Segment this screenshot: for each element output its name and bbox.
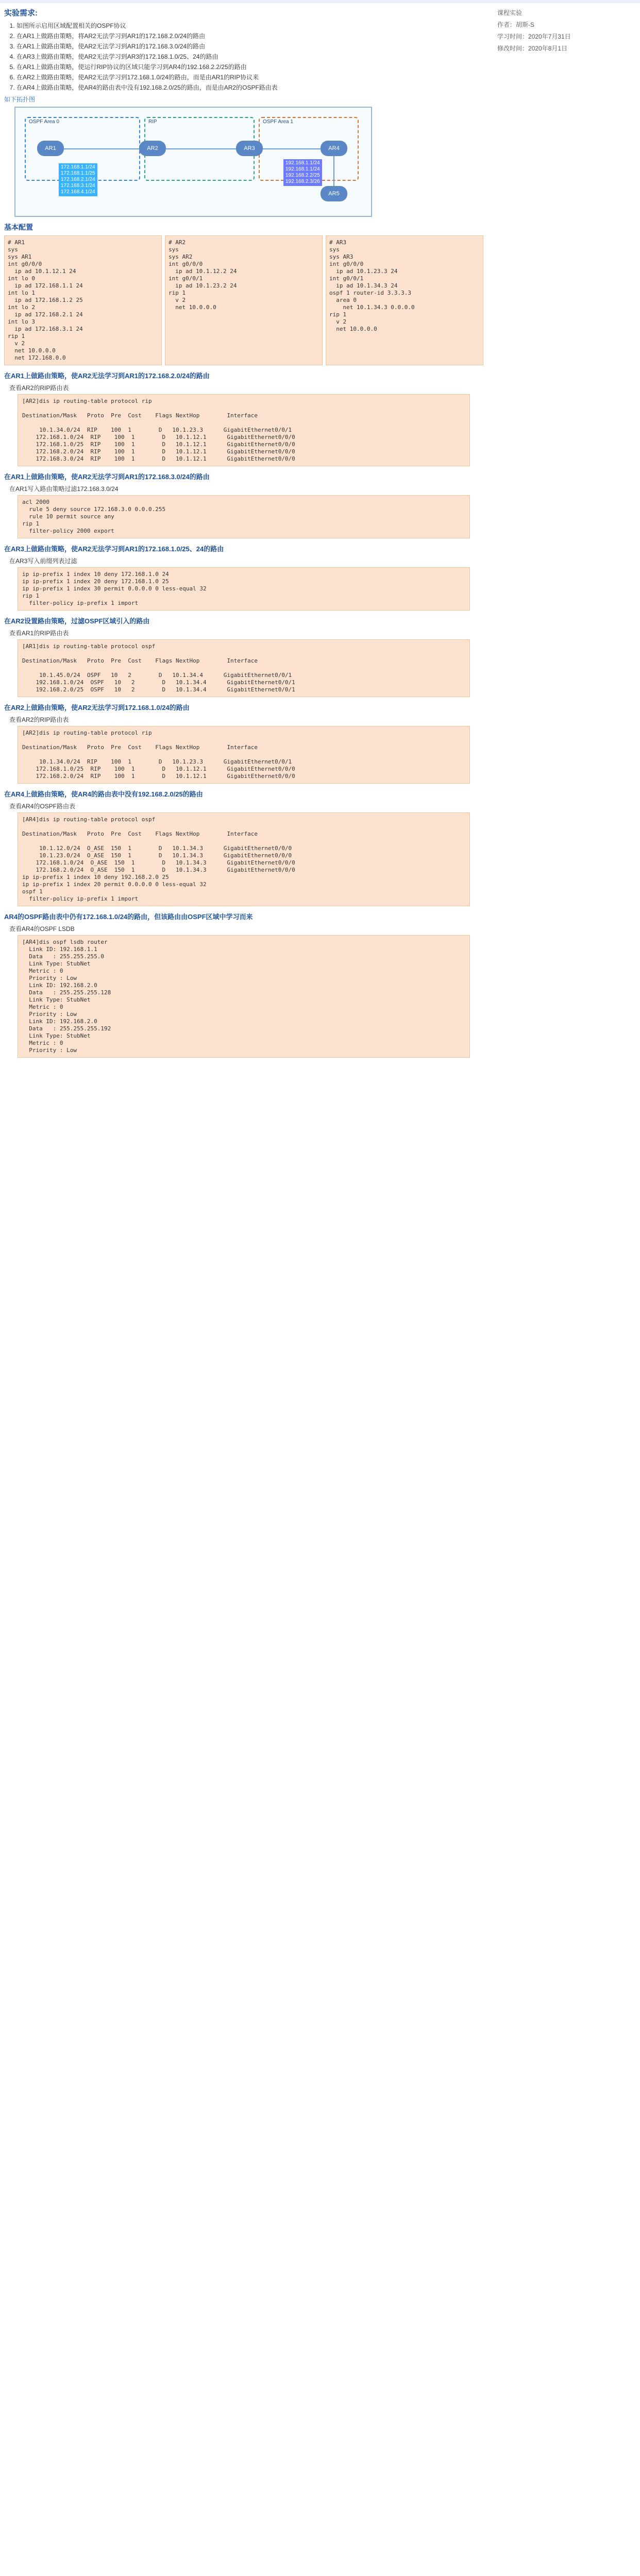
section-5-code: [AR2]dis ip routing-table protocol rip Destination/Mask Proto Pre Cost Flags NextHop Interface 10.1.34.0/24 RIP 100 1 D 10.1.23.3 GigabitEthernet0/0/1 172.168.1.0/25 RIP 100 1 D 10.1.12.1 GigabitEthernet0/0/0 172.168.2.0/24 RIP 100 1 D 10.1.12.1 GigabitEthernet0/0/0: [18, 726, 470, 784]
net-left: [59, 163, 97, 196]
requirement-item: 6. 在AR2上做路由策略，使AR2无法学习到172.168.1.0/24的路由，而是由AR1的RIP协议来: [16, 73, 483, 81]
section-3-note: 在AR3写入前缀列表过滤: [9, 557, 77, 565]
router-ar3: AR3: [236, 141, 263, 156]
section-6: [4, 789, 483, 906]
net-left-2: 172.168.1.1/25: [61, 171, 95, 176]
section-6-code: [AR4]dis ip routing-table protocol ospf Destination/Mask Proto Pre Cost Flags NextHop Interface 10.1.12.0/24 O_ASE 150 1 D 10.1.34.3 GigabitEthernet0/0/0 10.1.23.0/24 O_ASE 150 1 D 10.1.34.3 GigabitEthernet0/0/0 172.168.1.0/24 O_ASE 150 1 D 10.1.34.3 GigabitEthernet0/0/0 172.168.2.0/24 O_ASE 150 1 D 10.1.34.3 GigabitEthernet0/0/0 ip ip-prefix 1 index 10 deny 192.168.2.0 25 ip ip-prefix 1 index 20 permit 0.0.0.0 0 less-equal 32 ospf 1 filter-policy ip-prefix 1 import: [18, 812, 470, 906]
main-column: [4, 5, 483, 1062]
net-left-3: 172.168.2.1/24: [61, 177, 95, 182]
section-1-note: 查看AR2的RIP路由表: [9, 384, 69, 392]
router-ar4: AR4: [321, 141, 347, 156]
meta-author: [497, 20, 631, 29]
link-ar3-ar4: [263, 148, 321, 149]
section-5: [4, 702, 483, 784]
router-ar1: AR1: [37, 141, 64, 156]
time-value: 2020年7月31日: [528, 33, 571, 40]
section-1-title: 在AR1上做路由策略，使AR2无法学习到AR1的172.168.2.0/24的路由: [4, 372, 210, 380]
section-2-title: 在AR1上做路由策略，使AR2无法学习到AR1的172.168.3.0/24的路由: [4, 473, 210, 481]
author-label: 作者：: [497, 21, 516, 28]
config-ar1-title: # AR1: [8, 239, 25, 246]
net-left-1: 172.168.1.1/24: [61, 164, 95, 170]
config-ar3-title: # AR3: [329, 239, 347, 246]
author-value: 胡斯-S: [516, 21, 535, 28]
config-grid: [4, 235, 483, 365]
requirements-title: 实验需求:: [4, 9, 38, 18]
area-label-0: OSPF Area 0: [29, 119, 59, 125]
area-label-1: OSPF Area 1: [263, 119, 293, 125]
net-left-4: 172.168.3.1/24: [61, 183, 95, 189]
requirement-item: 1. 如图所示启用区域配置相关的OSPF协议: [16, 21, 483, 30]
section-3-code: ip ip-prefix 1 index 10 deny 172.168.1.0 24 ip ip-prefix 1 index 20 deny 172.168.1.0 25 ip ip-prefix 1 index 30 permit 0.0.0.0 0 less-equal 32 rip 1 filter-policy ip-prefix 1 import: [18, 567, 470, 611]
section-6-title: 在AR4上做路由策略，使AR4的路由表中没有192.168.2.0/25的路由: [4, 790, 203, 798]
time-label: 学习时间：: [497, 33, 529, 40]
config-ar2-title: # AR2: [169, 239, 186, 246]
section-7-note: 查看AR4的OSPF LSDB: [9, 925, 75, 933]
net-right: [283, 159, 322, 186]
edit-label: 修改时间：: [497, 45, 529, 52]
net-right-2: 192.168.1.1/24: [285, 166, 320, 172]
section-4-title: 在AR2设置路由策略，过滤OSPF区域引入的路由: [4, 617, 150, 625]
link-ar4-ar5: [333, 156, 334, 186]
net-left-5: 172.168.4.1/24: [61, 189, 95, 195]
link-ar2-ar3: [166, 148, 236, 149]
top-bar: [0, 0, 640, 3]
section-7-title: AR4的OSPF路由表中仍有172.168.1.0/24的路由，但该路由由OSPF区域中学习而来: [4, 913, 253, 921]
meta-edit: [497, 44, 631, 53]
router-ar2: AR2: [139, 141, 166, 156]
meta-title: 课程实验: [497, 9, 523, 16]
topology-diagram: [14, 107, 372, 217]
requirement-item: 2. 在AR1上做路由策略，将AR2无法学习到AR1的172.168.2.0/24的路由: [16, 31, 483, 40]
section-2-code: acl 2000 rule 5 deny source 172.168.3.0 0.0.0.255 rule 10 permit source any rip 1 filter-policy 2000 export: [18, 495, 470, 538]
config-ar3-body: sys sys AR3 int g0/0/0 ip ad 10.1.23.3 24 int g0/0/1 ip ad 10.1.34.3 24 ospf 1 router-id 3.3.3.3 area 0 net 10.1.34.3 0.0.0.0 rip 1 v 2 net 10.0.0.0: [329, 246, 415, 332]
meta-time: [497, 32, 631, 41]
config-ar1: [4, 235, 162, 365]
topology-link[interactable]: 如下拓扑图: [4, 96, 36, 103]
link-ar1-ar2: [64, 148, 139, 149]
requirement-item: 3. 在AR1上做路由策略，使AR2无法学习到AR1的172.168.3.0/24的路由: [16, 42, 483, 50]
requirements-list: [4, 21, 483, 92]
edit-value: 2020年8月1日: [528, 45, 568, 52]
section-3-title: 在AR3上做路由策略，使AR2无法学习到AR1的172.168.1.0/25、24的路由: [4, 545, 224, 553]
config-ar3: [326, 235, 483, 365]
section-5-title: 在AR2上做路由策略，使AR2无法学习到172.168.1.0/24的路由: [4, 704, 190, 711]
area-label-rip: RIP: [148, 119, 157, 125]
requirement-item: 4. 在AR3上做路由策略，使AR2无法学习到AR3的172.168.1.0/25、24的路由: [16, 52, 483, 61]
basic-config-title: 基本配置: [4, 223, 33, 231]
section-1-code: [AR2]dis ip routing-table protocol rip Destination/Mask Proto Pre Cost Flags NextHop Interface 10.1.34.0/24 RIP 100 1 D 10.1.23.3 GigabitEthernet0/0/1 172.168.1.0/24 RIP 100 1 D 10.1.12.1 GigabitEthernet0/0/0 172.168.1.0/25 RIP 100 1 D 10.1.12.1 GigabitEthernet0/0/0 172.168.2.0/24 RIP 100 1 D 10.1.12.1 GigabitEthernet0/0/0 172.168.3.0/24 RIP 100 1 D 10.1.12.1 GigabitEthernet0/0/0: [18, 394, 470, 466]
section-2: [4, 471, 483, 538]
section-5-note: 查看AR2的RIP路由表: [9, 716, 69, 723]
meta-sidebar: [497, 5, 631, 56]
config-ar1-body: sys sys AR1 int g0/0/0 ip ad 10.1.12.1 24 int lo 0 ip ad 172.168.1.1 24 int lo 1 ip ad 172.168.1.2 25 int lo 2 ip ad 172.168.2.1 24 int lo 3 ip ad 172.168.3.1 24 rip 1 v 2 net 10.0.0.0 net 172.168.0.0: [8, 246, 83, 361]
section-4: [4, 616, 483, 697]
section-7-code: [AR4]dis ospf lsdb router Link ID: 192.168.1.1 Data : 255.255.255.0 Link Type: StubNet Metric : 0 Priority : Low Link ID: 192.168.2.0 Data : 255.255.255.128 Link Type: StubNet Metric : 0 Priority : Low Link ID: 192.168.2.0 Data : 255.255.255.192 Link Type: StubNet Metric : 0 Priority : Low: [18, 935, 470, 1058]
section-7: [4, 911, 483, 1058]
net-right-1: 192.168.1.1/24: [285, 160, 320, 166]
section-4-note: 查看AR1的RIP路由表: [9, 630, 69, 637]
config-ar2: [165, 235, 323, 365]
net-right-4: 192.168.2.3/26: [285, 179, 320, 184]
section-4-code: [AR1]dis ip routing-table protocol ospf Destination/Mask Proto Pre Cost Flags NextHop Interface 10.1.45.0/24 OSPF 10 2 D 10.1.34.4 GigabitEthernet0/0/1 192.168.1.0/24 OSPF 10 2 D 10.1.34.4 GigabitEthernet0/0/1 192.168.2.0/25 OSPF 10 2 D 10.1.34.4 GigabitEthernet0/0/1: [18, 639, 470, 697]
config-ar2-body: sys sys AR2 int g0/0/0 ip ad 10.1.12.2 24 int g0/0/1 ip ad 10.1.23.2 24 rip 1 v 2 net 10.0.0.0: [169, 246, 237, 311]
section-3: [4, 544, 483, 611]
section-1: [4, 370, 483, 466]
requirement-item: 5. 在AR1上做路由策略，使运行RIP协议的区域只能学习到AR4的192.168.2.2/25的路由: [16, 62, 483, 71]
section-6-note: 查看AR4的OSPF路由表: [9, 803, 76, 810]
net-right-3: 192.168.2.2/25: [285, 173, 320, 178]
requirement-item: 7. 在AR4上做路由策略，使AR4的路由表中没有192.168.2.0/25的路由，而是由AR2的OSPF路由表: [16, 83, 483, 92]
router-ar5: AR5: [321, 186, 347, 201]
section-2-note: 在AR1写入路由策略过滤172.168.3.0/24: [9, 485, 119, 493]
